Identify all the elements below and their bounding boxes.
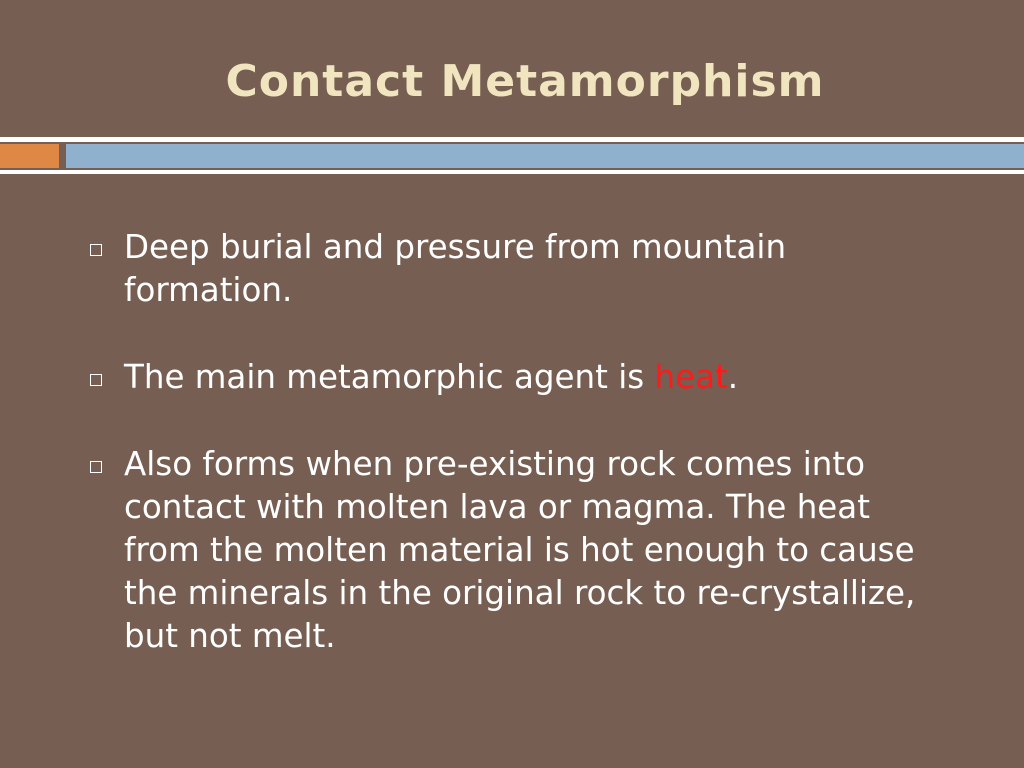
- square-outline-bullet-icon: [90, 374, 102, 386]
- bullet-item: [124, 356, 954, 399]
- square-outline-bullet-icon: [90, 461, 102, 473]
- bullet-text-prefix: The main metamorphic agent is: [124, 358, 655, 396]
- square-outline-bullet-icon: [90, 244, 102, 256]
- bullet-text: Deep burial and pressure from mountain formation.: [124, 228, 787, 309]
- bullet-text-suffix: .: [727, 358, 739, 396]
- bullet-item: [124, 443, 954, 658]
- highlighted-word: heat: [654, 358, 728, 396]
- bullet-text: Also forms when pre-existing rock comes into contact with molten lava or magma. The heat from the molten material is hot enough to cause the minerals in the original rock to re-crystallize, but not melt.: [124, 445, 916, 655]
- bullet-item: [124, 226, 954, 312]
- slide-title: Contact Metamorphism: [225, 56, 825, 107]
